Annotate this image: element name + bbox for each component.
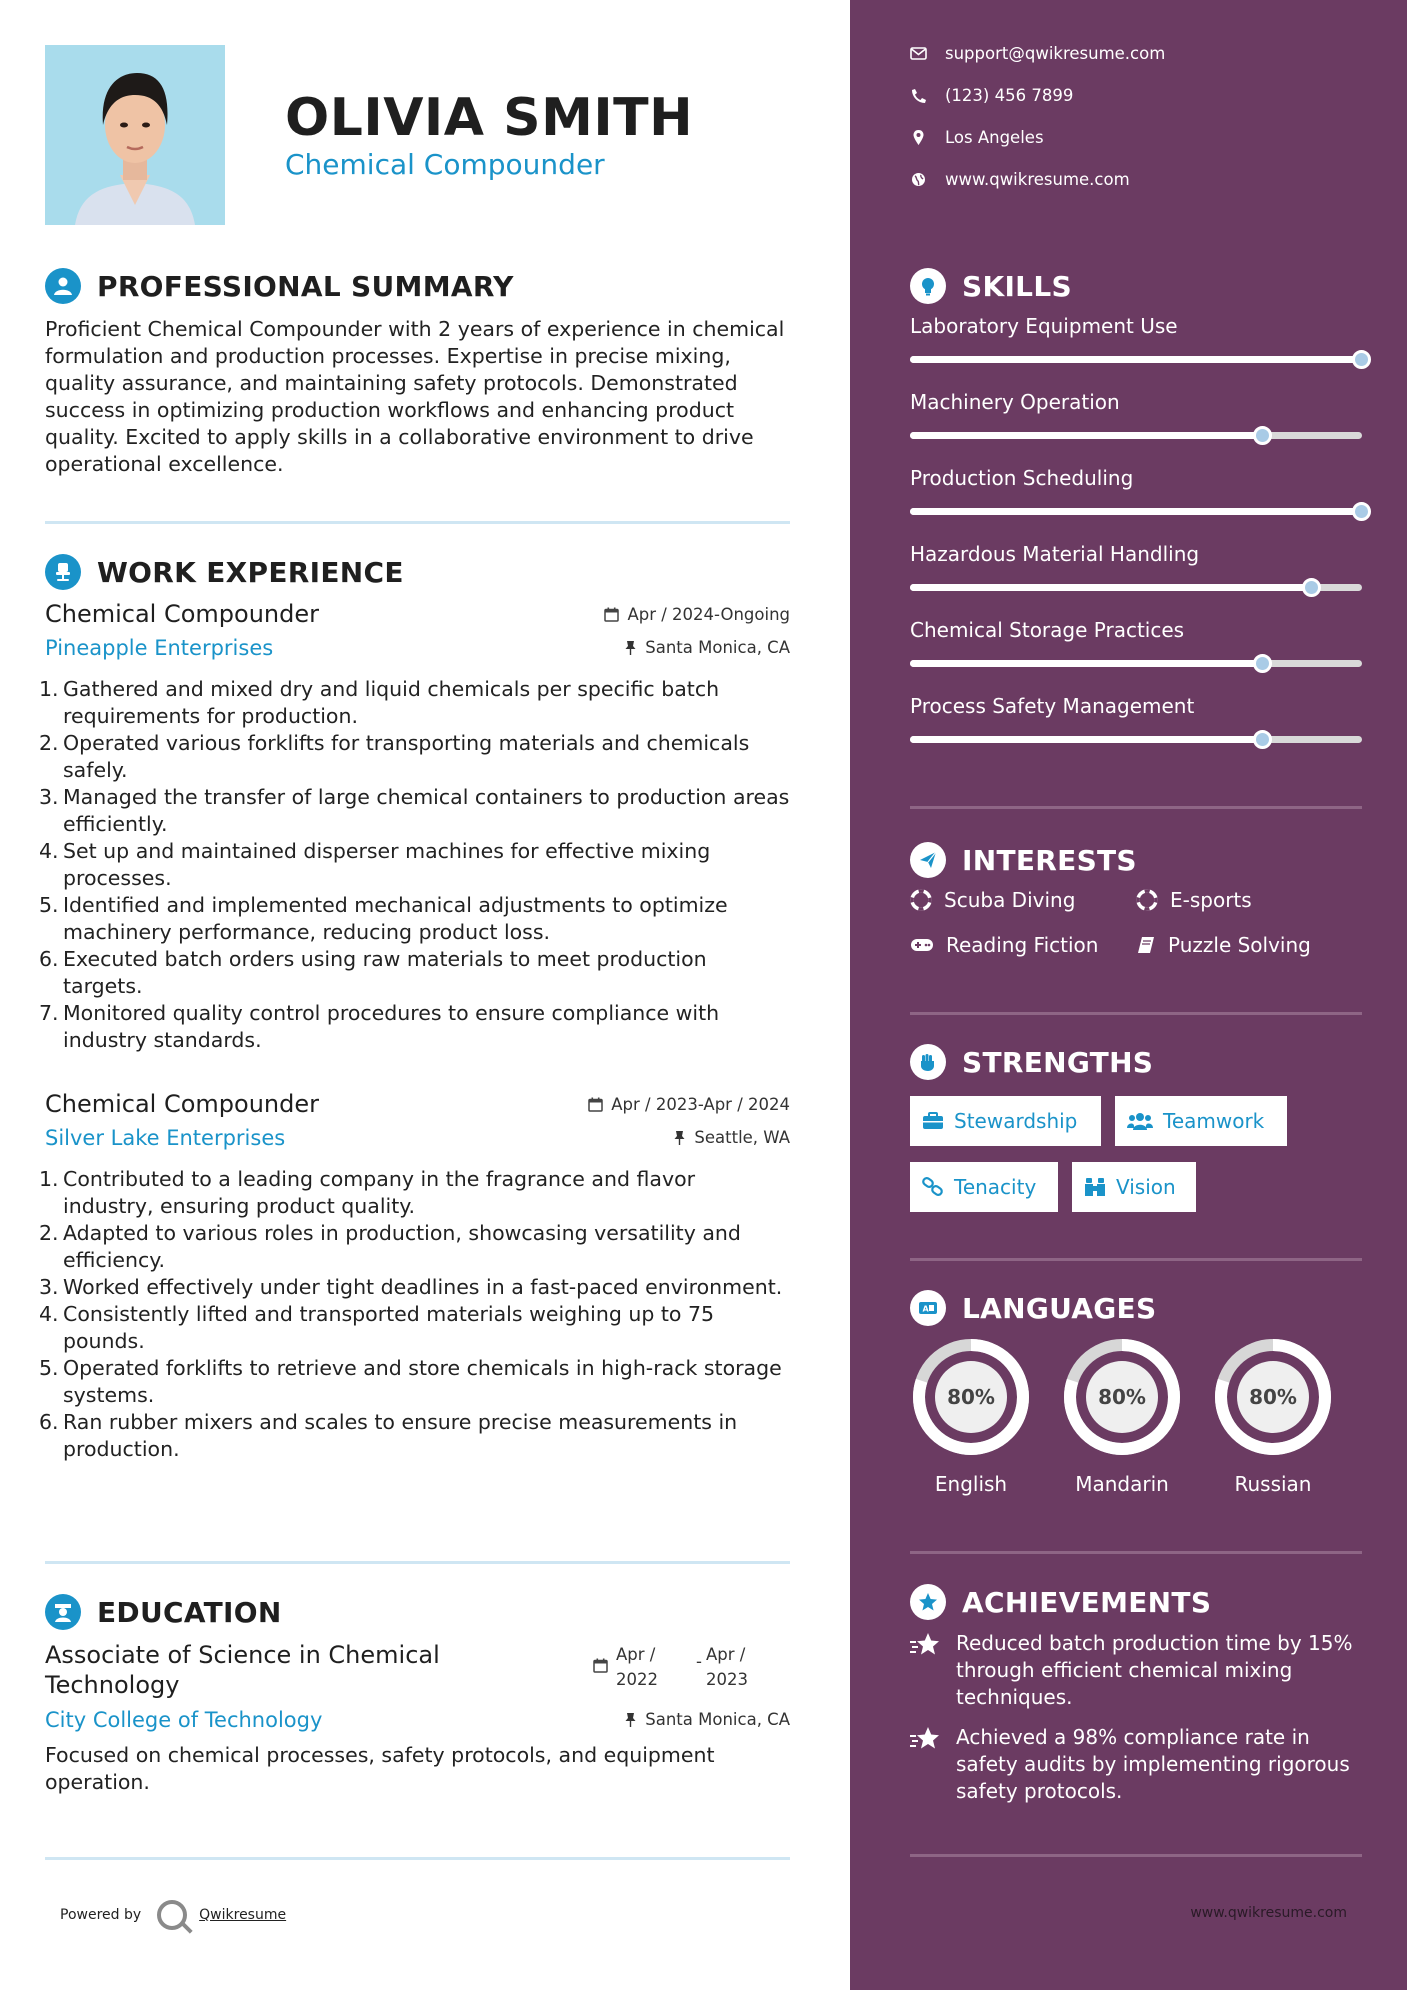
skill-label: Laboratory Equipment Use	[910, 314, 1178, 338]
date-dash: -	[696, 1652, 702, 1671]
users-icon	[1127, 1112, 1153, 1130]
start-year: 2022	[616, 1670, 658, 1689]
calendar-icon	[593, 1658, 608, 1673]
job-entry	[39, 1090, 790, 1463]
education-dates	[593, 1642, 748, 1692]
graduate-icon	[45, 1594, 81, 1630]
section-divider	[45, 1857, 790, 1860]
list-item: 5. Operated forklifts to retrieve and store chemicals in high-rack storage systems.	[39, 1356, 782, 1407]
office-chair-icon	[45, 554, 81, 590]
achievements-title: ACHIEVEMENTS	[962, 1585, 1212, 1619]
education-entry	[45, 1640, 790, 1796]
star-icon	[910, 1726, 942, 1752]
list-item: 5. Identified and implemented mechanical adjustments to optimize machinery performance, reducing product loss.	[39, 893, 728, 944]
job-meta	[588, 1092, 790, 1158]
language-ring	[1061, 1336, 1183, 1458]
degree-line: Technology	[45, 1671, 180, 1699]
language-ring	[1212, 1336, 1334, 1458]
experience-title: WORK EXPERIENCE	[97, 555, 404, 589]
interest-label: Puzzle Solving	[1168, 933, 1311, 957]
job-entry	[39, 600, 790, 1054]
education-title: EDUCATION	[97, 1595, 282, 1629]
list-item: 1. Gathered and mixed dry and liquid chemicals per specific batch requirements for production.	[39, 677, 720, 728]
end-date: Apr /	[705, 1645, 746, 1664]
star-badge-icon	[910, 1584, 946, 1620]
envelope-icon	[910, 47, 927, 60]
powered-by	[60, 1900, 286, 1930]
sidebar	[850, 0, 1407, 1990]
star-icon	[910, 1632, 942, 1658]
strength-tag	[1115, 1096, 1287, 1146]
interest-item	[1136, 888, 1252, 912]
strength-label: Teamwork	[1163, 1109, 1265, 1133]
language-percent: 80%	[1098, 1385, 1146, 1409]
pin-icon	[673, 1130, 686, 1145]
section-divider	[910, 1551, 1362, 1554]
interest-label: Scuba Diving	[944, 888, 1076, 912]
translate-icon	[910, 1290, 946, 1326]
skill-item	[910, 314, 1362, 363]
education-heading	[45, 1594, 282, 1630]
interests-heading	[910, 842, 1137, 878]
skill-knob	[1253, 730, 1272, 749]
skills-heading	[910, 268, 1072, 304]
contact-email[interactable]	[910, 44, 1165, 63]
skill-label: Production Scheduling	[910, 466, 1134, 490]
phone-icon	[910, 88, 927, 103]
strength-tag	[1072, 1162, 1196, 1212]
website-text: www.qwikresume.com	[945, 170, 1130, 189]
binoculars-icon	[1084, 1177, 1106, 1197]
skill-fill	[910, 660, 1263, 667]
school-name: City College of Technology	[45, 1708, 323, 1732]
profile-photo	[45, 45, 225, 225]
languages-heading	[910, 1290, 1156, 1326]
list-item: 6. Executed batch orders using raw materials to meet production targets.	[39, 947, 707, 998]
degree-line: Associate of Science in Chemical	[45, 1641, 440, 1669]
job-company: Pineapple Enterprises	[45, 636, 274, 660]
lightbulb-icon	[910, 268, 946, 304]
job-bullets	[39, 1166, 790, 1463]
strength-tag	[910, 1162, 1058, 1212]
education-location-row	[624, 1710, 790, 1729]
footer-website[interactable]: www.qwikresume.com	[1190, 1905, 1347, 1921]
education-description: Focused on chemical processes, safety protocols, and equipment operation.	[45, 1743, 715, 1794]
interests-title: INTERESTS	[962, 843, 1137, 877]
fist-icon	[910, 1044, 946, 1080]
language-ring	[910, 1336, 1032, 1458]
experience-heading	[45, 554, 404, 590]
svg-text:A: A	[922, 1304, 929, 1314]
skill-knob	[1253, 654, 1272, 673]
achievements-heading	[910, 1584, 1211, 1620]
strengths-heading	[910, 1044, 1153, 1080]
skill-knob	[1253, 426, 1272, 445]
interest-label: E-sports	[1170, 888, 1252, 912]
skill-track	[910, 660, 1362, 667]
link-icon	[922, 1177, 944, 1197]
skill-track	[910, 584, 1362, 591]
calendar-icon	[588, 1097, 603, 1112]
strength-tag	[910, 1096, 1101, 1146]
skills-title: SKILLS	[962, 269, 1072, 303]
achievement-item	[910, 1724, 1362, 1805]
list-item: 4. Consistently lifted and transported materials weighing up to 75 pounds.	[39, 1302, 715, 1353]
job-location: Santa Monica, CA	[645, 637, 790, 657]
strength-label: Tenacity	[954, 1175, 1037, 1199]
list-item: 7. Monitored quality control procedures to ensure compliance with industry standards.	[39, 1001, 720, 1052]
list-item: 6. Ran rubber mixers and scales to ensure precise measurements in production.	[39, 1410, 738, 1461]
candidate-role: Chemical Compounder	[285, 148, 605, 181]
qwikresume-logo-icon	[157, 1900, 187, 1930]
skill-label: Process Safety Management	[910, 694, 1195, 718]
calendar-icon	[604, 607, 619, 622]
paper-plane-icon	[910, 842, 946, 878]
life-ring-icon	[910, 889, 932, 911]
skill-label: Chemical Storage Practices	[910, 618, 1185, 642]
language-name: English	[934, 1472, 1008, 1496]
map-marker-icon	[910, 130, 927, 145]
gamepad-icon	[910, 937, 934, 953]
language-percent: 80%	[1249, 1385, 1297, 1409]
skill-track	[910, 736, 1362, 743]
skill-fill	[910, 584, 1312, 591]
achievement-text: Achieved a 98% compliance rate in safety audits by implementing rigorous safety protocols.	[956, 1725, 1350, 1803]
strength-label: Stewardship	[954, 1109, 1078, 1133]
skill-label: Hazardous Material Handling	[910, 542, 1200, 566]
section-divider	[910, 1012, 1362, 1015]
skill-track	[910, 356, 1362, 363]
job-dates: Apr / 2024-Ongoing	[627, 604, 790, 624]
skill-fill	[910, 508, 1362, 515]
candidate-name: OLIVIA SMITH	[285, 88, 694, 148]
skill-item	[910, 618, 1362, 667]
language-name: Mandarin	[1075, 1472, 1169, 1496]
interest-item	[910, 933, 1098, 957]
briefcase-icon	[922, 1112, 944, 1130]
achievement-text: Reduced batch production time by 15% through efficient chemical mixing techniques.	[956, 1631, 1353, 1709]
qwikresume-link[interactable]: Qwikresume	[199, 1907, 287, 1923]
list-item: 3. Worked effectively under tight deadlines in a fast-paced environment.	[39, 1275, 783, 1299]
phone-text: (123) 456 7899	[945, 86, 1074, 105]
list-item: 3. Managed the transfer of large chemical containers to production areas efficiently.	[39, 785, 790, 836]
start-date: Apr /	[616, 1645, 656, 1664]
skill-fill	[910, 736, 1263, 743]
pin-icon	[624, 640, 637, 655]
summary-text: Proficient Chemical Compounder with 2 years of experience in chemical formulation and production processes. Expertise in precise mixing, quality assurance, and maintaining safety protocols. Demonstrated success in optimizing production workflows and enhancing product quality. Excited to apply skills in a collaborative environment to drive operational excellence.	[45, 317, 785, 476]
skill-knob	[1352, 502, 1371, 521]
life-ring-icon	[1136, 889, 1158, 911]
language-percent: 80%	[947, 1385, 995, 1409]
interest-item	[1136, 933, 1311, 957]
job-location: Seattle, WA	[694, 1127, 790, 1147]
list-item: 1. Contributed to a leading company in the fragrance and flavor industry, ensuring product quality.	[39, 1167, 696, 1218]
education-location: Santa Monica, CA	[645, 1710, 790, 1729]
globe-icon	[910, 172, 927, 187]
skill-item	[910, 466, 1362, 515]
contact-website[interactable]	[910, 170, 1130, 189]
list-item: 2. Operated various forklifts for transporting materials and chemicals safely.	[39, 731, 750, 782]
achievement-item	[910, 1630, 1362, 1711]
section-divider	[910, 1854, 1362, 1857]
job-title: Chemical Compounder	[45, 1090, 320, 1118]
language-item	[910, 1336, 1032, 1496]
skill-knob	[1352, 350, 1371, 369]
job-bullets	[39, 676, 790, 1054]
contact-location	[910, 128, 1044, 147]
location-text: Los Angeles	[945, 128, 1044, 147]
summary-heading	[45, 268, 514, 304]
powered-by-label: Powered by	[60, 1907, 142, 1923]
strengths-title: STRENGTHS	[962, 1045, 1154, 1079]
skill-item	[910, 542, 1362, 591]
interest-item	[910, 888, 1075, 912]
section-divider	[45, 1561, 790, 1564]
summary-title: PROFESSIONAL SUMMARY	[97, 269, 514, 303]
skill-item	[910, 390, 1362, 439]
language-item	[1061, 1336, 1183, 1496]
section-divider	[45, 521, 790, 524]
section-divider	[910, 1258, 1362, 1261]
language-item	[1212, 1336, 1334, 1496]
user-icon	[45, 268, 81, 304]
pin-icon	[624, 1712, 637, 1727]
end-year: 2023	[705, 1670, 748, 1689]
contact-phone[interactable]	[910, 86, 1073, 105]
list-item: 2. Adapted to various roles in production, showcasing versatility and efficiency.	[39, 1221, 741, 1272]
job-company: Silver Lake Enterprises	[45, 1126, 286, 1150]
skill-track	[910, 432, 1362, 439]
skill-track	[910, 508, 1362, 515]
email-text: support@qwikresume.com	[945, 44, 1166, 63]
skill-item	[910, 694, 1362, 743]
job-meta	[604, 602, 790, 668]
job-dates: Apr / 2023-Apr / 2024	[611, 1094, 790, 1114]
skill-fill	[910, 432, 1263, 439]
skill-knob	[1302, 578, 1321, 597]
job-title: Chemical Compounder	[45, 600, 320, 628]
languages-title: LANGUAGES	[962, 1291, 1157, 1325]
interest-label: Reading Fiction	[946, 933, 1099, 957]
skill-label: Machinery Operation	[910, 390, 1120, 414]
skill-fill	[910, 356, 1362, 363]
book-icon	[1136, 935, 1156, 955]
language-name: Russian	[1234, 1472, 1312, 1496]
section-divider	[910, 806, 1362, 809]
strength-label: Vision	[1116, 1175, 1176, 1199]
list-item: 4. Set up and maintained disperser machines for effective mixing processes.	[39, 839, 711, 890]
